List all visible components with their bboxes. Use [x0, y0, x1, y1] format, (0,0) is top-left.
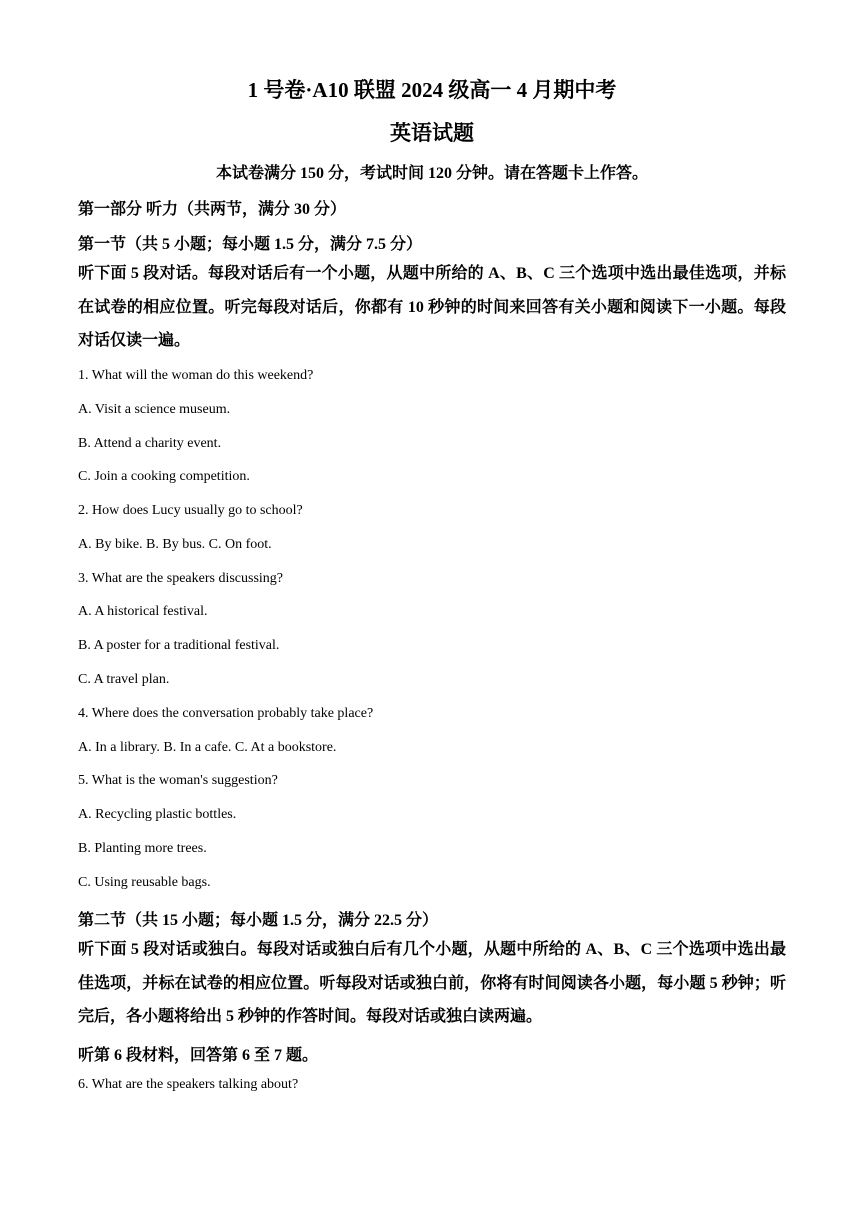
- section2-heading: 第二节（共 15 小题；每小题 1.5 分，满分 22.5 分）: [78, 912, 439, 929]
- section2-instructions: 听下面 5 段对话或独白。每段对话或独白后有几个小题，从题中所给的 A、B、C 三个选项中选出最佳选项，并标在试卷的相应位置。听每段对话或独白前，你将有时间阅读各小题，每小题 5 秒钟；听完后，各小题将给出 5 秒钟的作答时间。每段对话或独白读两遍。: [78, 941, 786, 1025]
- exam-note: 本试卷满分 150 分，考试时间 120 分钟。请在答题卡上作答。: [215, 165, 648, 182]
- question-5-option-c: C. Using reusable bags.: [78, 875, 211, 890]
- exam-title: 1 号卷·A10 联盟 2024 级高一 4 月期中考: [247, 78, 617, 102]
- section1-instructions: 听下面 5 段对话。每段对话后有一个小题，从题中所给的 A、B、C 三个选项中选出最佳选项，并标在试卷的相应位置。听完每段对话后，你都有 10 秒钟的时间来回答有关小题和阅读下一小题。每段对话仅读一遍。: [78, 265, 786, 349]
- question-6: 6. What are the speakers talking about?: [78, 1077, 299, 1092]
- question-3-option-a: A. A historical festival.: [78, 604, 208, 619]
- section1-heading: 第一节（共 5 小题；每小题 1.5 分，满分 7.5 分）: [78, 236, 423, 253]
- question-1: 1. What will the woman do this weekend?: [78, 368, 314, 383]
- question-5-option-b: B. Planting more trees.: [78, 841, 207, 856]
- material-6-note: 听第 6 段材料，回答第 6 至 7 题。: [78, 1047, 319, 1064]
- question-2: 2. How does Lucy usually go to school?: [78, 503, 303, 518]
- question-1-option-b: B. Attend a charity event.: [78, 436, 222, 451]
- question-3-option-c: C. A travel plan.: [78, 672, 170, 687]
- question-4-options: A. In a library. B. In a cafe. C. At a bookstore.: [78, 740, 337, 755]
- part1-heading: 第一部分 听力（共两节，满分 30 分）: [78, 201, 347, 218]
- question-3: 3. What are the speakers discussing?: [78, 571, 284, 586]
- question-4: 4. Where does the conversation probably take place?: [78, 706, 374, 721]
- question-3-option-b: B. A poster for a traditional festival.: [78, 638, 280, 653]
- question-5: 5. What is the woman's suggestion?: [78, 773, 278, 788]
- exam-subject-title: 英语试题: [390, 121, 474, 145]
- question-5-option-a: A. Recycling plastic bottles.: [78, 807, 237, 822]
- question-1-option-a: A. Visit a science museum.: [78, 402, 231, 417]
- question-2-options: A. By bike. B. By bus. C. On foot.: [78, 537, 272, 552]
- question-1-option-c: C. Join a cooking competition.: [78, 469, 250, 484]
